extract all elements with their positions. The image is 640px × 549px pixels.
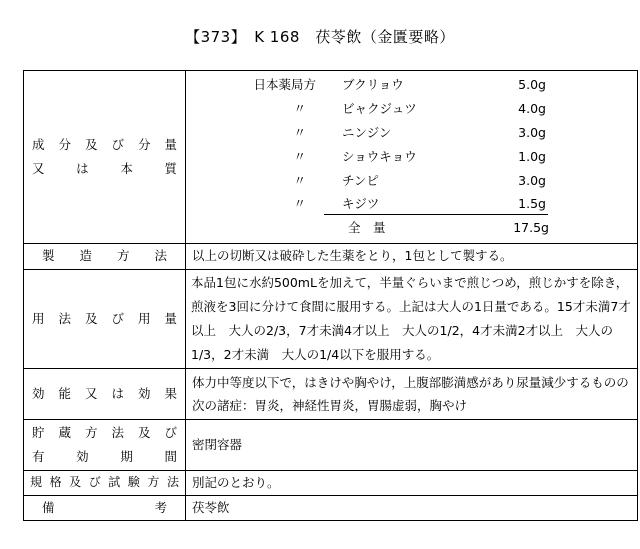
ingredient-amount: 3.0g <box>518 125 546 140</box>
composition-label-line1: 成分及び分量 <box>32 136 177 152</box>
storage-label-cell <box>24 420 186 471</box>
composition-value-cell <box>186 71 638 244</box>
usage-row <box>24 270 638 369</box>
ingredient-row <box>186 146 637 168</box>
ingredient-ditto-mark: 〃 <box>293 173 306 188</box>
composition-row <box>24 71 638 244</box>
standards-value: 別記のとおり。 <box>186 471 638 496</box>
ingredient-name: ニンジン <box>342 125 392 140</box>
total-label: 全 量 <box>348 220 386 235</box>
total-amount: 17.5g <box>513 220 549 235</box>
total-row <box>186 217 637 239</box>
storage-value: 密閉容器 <box>186 420 638 471</box>
ingredient-amount: 4.0g <box>518 101 546 116</box>
specification-table <box>23 70 638 521</box>
ingredient-name: ショウキョウ <box>342 149 417 164</box>
composition-list <box>186 71 637 243</box>
ingredient-ditto-mark: 〃 <box>293 125 306 140</box>
ingredient-row <box>186 122 637 144</box>
ingredient-name: チンピ <box>342 173 379 188</box>
ingredient-source: 日本薬局方 <box>253 77 316 92</box>
ingredient-row <box>186 193 637 215</box>
composition-label-cell <box>24 71 186 244</box>
storage-label-line1: 貯蔵方法及び <box>32 424 177 440</box>
manufacturing-label: 製造方法 <box>24 244 186 270</box>
storage-row <box>24 420 638 471</box>
manufacturing-value: 以上の切断又は破砕した生薬をとり，1包として製する。 <box>186 244 638 270</box>
ingredient-row <box>186 74 637 96</box>
composition-label-line2: 又 は 本 質 <box>32 161 177 176</box>
ingredient-amount: 1.0g <box>518 149 546 164</box>
ingredient-name: キジツ <box>342 196 380 211</box>
ingredient-amount: 3.0g <box>518 173 546 188</box>
ingredient-row <box>186 170 637 192</box>
ingredient-name: ブクリョウ <box>342 77 404 92</box>
efficacy-label: 効能又は効果 <box>24 369 186 420</box>
usage-value: 本品1包に水約500mLを加えて，半量ぐらいまで煎じつめ，煎じかすを除き，煎液を3回に分けて食間に服用する。上記は大人の1日量である。15才未満7才以上 大人の2/3，7才未満4才以上 大人の1/2，4才未満2才以上 大人の1/3，2才未満 大人の1/4以下を服用する。 <box>186 270 638 369</box>
ingredient-amount: 1.5g <box>518 196 546 211</box>
manufacturing-row <box>24 244 638 270</box>
ingredient-ditto-mark: 〃 <box>293 196 306 211</box>
ingredient-ditto-mark: 〃 <box>293 101 306 116</box>
remarks-row <box>24 496 638 521</box>
remarks-value: 茯苓飲 <box>186 496 638 521</box>
efficacy-row <box>24 369 638 420</box>
efficacy-value: 体力中等度以下で，はきけや胸やけ，上腹部膨満感があり尿量減少するものの次の諸症：胃炎，神経性胃炎，胃腸虚弱，胸やけ <box>186 369 638 420</box>
ingredient-name: ビャクジュツ <box>342 101 417 116</box>
storage-label-line2: 有効期間 <box>32 449 177 464</box>
document-title: 【373】 K 168 茯苓飲（金匱要略） <box>185 28 455 46</box>
standards-row <box>24 471 638 496</box>
ingredient-ditto-mark: 〃 <box>293 149 306 164</box>
remarks-label: 備考 <box>24 496 186 521</box>
total-divider-line <box>324 214 548 215</box>
standards-label: 規格及び試験方法 <box>24 471 186 496</box>
ingredient-amount: 5.0g <box>518 77 546 92</box>
usage-label: 用法及び用量 <box>24 270 186 369</box>
ingredient-row <box>186 98 637 120</box>
